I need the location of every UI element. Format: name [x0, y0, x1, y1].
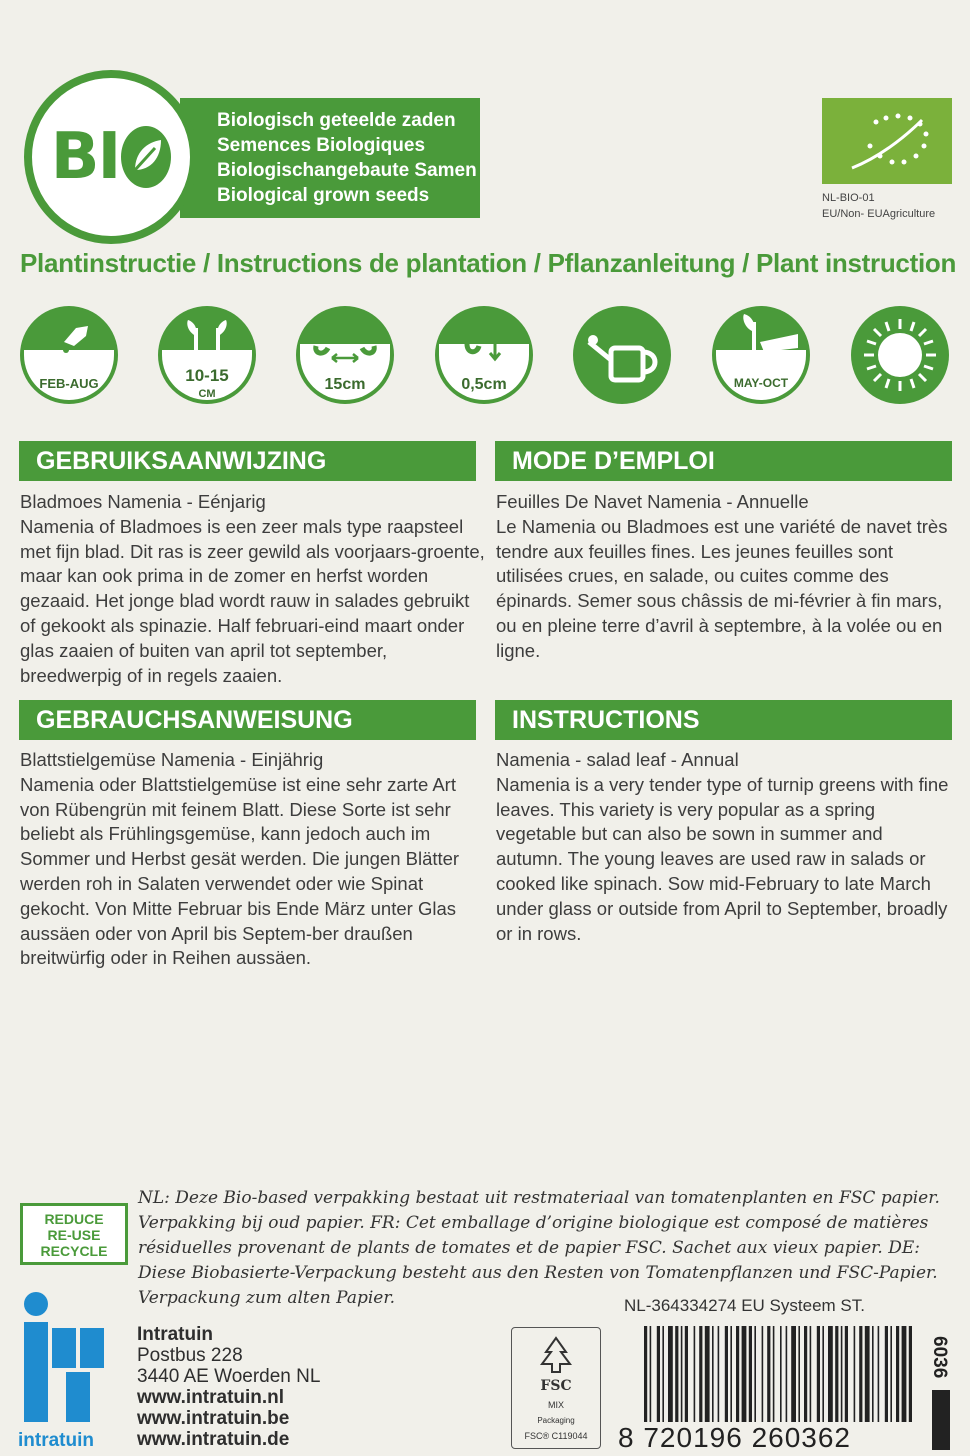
- barcode-number: 8 720196 260362: [618, 1422, 851, 1453]
- eu-organic-code: NL-BIO-01: [822, 192, 875, 204]
- plant-instruction-title: Plantinstructie / Instructions de plantation / Pflanzanleitung / Plant instruction: [20, 248, 957, 278]
- sun-icon: [851, 306, 949, 404]
- barcode-bar: [854, 1326, 856, 1422]
- barcode-bar: [791, 1326, 796, 1422]
- fsc-tree-icon: [536, 1336, 576, 1376]
- eu-organic-origin: EU/Non- EUAgriculture: [822, 208, 936, 220]
- section-heading-de: GEBRAUCHSANWEISUNG: [19, 700, 476, 740]
- bio-line-en: Biological grown seeds: [217, 185, 430, 206]
- barcode-bar: [668, 1326, 673, 1422]
- sowing-depth-label: 0,5cm: [461, 376, 507, 393]
- intratuin-logo-text: intratuin: [18, 1430, 94, 1451]
- certification-code: NL-364334274 EU Systeem ST.: [624, 1296, 865, 1315]
- barcode-bar: [885, 1326, 888, 1422]
- barcode-bar: [872, 1326, 874, 1422]
- barcode-bar: [773, 1326, 775, 1422]
- barcode-bar: [675, 1326, 678, 1422]
- barcode-bar: [822, 1326, 824, 1422]
- barcode-bar: [841, 1326, 843, 1422]
- eu-organic-logo-icon: [822, 98, 952, 184]
- row-spacing-icon: [158, 306, 256, 404]
- barcode-bar: [762, 1326, 764, 1422]
- row-spacing-label: 10-15: [185, 366, 229, 385]
- fsc-logo-text: FSC: [540, 1378, 572, 1394]
- harvest-period-label: MAY-OCT: [733, 376, 789, 390]
- barcode-bar: [685, 1326, 688, 1422]
- barcode-bar: [718, 1326, 720, 1422]
- address-line: 3440 AE Woerden NL: [137, 1366, 321, 1387]
- website-be: www.intratuin.be: [137, 1408, 290, 1429]
- bio-logo: [24, 70, 198, 244]
- recycle-reuse: RE-USE: [47, 1227, 101, 1243]
- barcode: [640, 1326, 920, 1426]
- barcode-bar: [817, 1326, 820, 1422]
- barcode-bar: [878, 1326, 880, 1422]
- section-heading-fr: MODE D’EMPLOI: [495, 441, 952, 481]
- company-address: [137, 1324, 320, 1450]
- barcode-bar: [699, 1326, 702, 1422]
- barcode-bar: [754, 1326, 756, 1422]
- address-line: Postbus 228: [137, 1345, 243, 1366]
- barcode-bar: [657, 1326, 660, 1422]
- intratuin-logo-icon: [16, 1288, 120, 1432]
- harvest-icon: [712, 306, 810, 404]
- barcode-bar: [705, 1326, 710, 1422]
- bio-logo-text: BI: [50, 120, 120, 194]
- recycle-badge: [20, 1203, 128, 1265]
- website-nl: www.intratuin.nl: [137, 1387, 285, 1408]
- section-heading-nl: GEBRUIKSAANWIJZING: [19, 441, 476, 481]
- plant-distance-icon: [296, 306, 394, 404]
- section-body-de: Blattstielgemüse Namenia - Einjährig Namenia oder Blattstielgemüse ist eine sehr zarte Art von Rübengrün mit feinem Blatt. Diese Sorte ist sehr beliebt als Frühlingsgemüse, kann jedoch auch im Sommer und Herbst gesät werden. Die jungen Blätter werden roh in Salaten verwendet oder wie Spinat gekocht. Von Mitte Februar bis Ende März unter Glas aussäen oder von April bis Septem-ber draußen breitwürfig oder in Reihen aussäen.: [20, 749, 460, 969]
- barcode-bar: [804, 1326, 807, 1422]
- barcode-bar: [798, 1326, 800, 1422]
- barcode-bar: [712, 1326, 714, 1422]
- sowing-depth-icon: [435, 306, 533, 404]
- bio-line-fr: Semences Biologiques: [217, 135, 426, 156]
- fsc-mix: MIX: [547, 1400, 564, 1410]
- barcode-bar: [896, 1326, 899, 1422]
- barcode-bar: [742, 1326, 747, 1422]
- recycle-recycle: RECYCLE: [40, 1243, 108, 1259]
- bio-banner: [180, 98, 480, 218]
- row-spacing-unit: CM: [198, 388, 216, 400]
- barcode-bar: [749, 1326, 752, 1422]
- bio-line-nl: Biologisch geteelde zaden: [217, 110, 456, 131]
- bio-line-de: Biologischangebaute Samen: [217, 160, 477, 181]
- barcode-bar: [902, 1326, 907, 1422]
- article-marker: [932, 1390, 950, 1450]
- barcode-bar: [786, 1326, 788, 1422]
- section-body-en: Namenia - salad leaf - Annual Namenia is a very tender type of turnip greens with fine leaves. This variety is very popular as a spring vegetable but can also be sown in summer and autumn. The young leaves are used raw in salads or cooked like spinach. Sow mid-February to late March under glass or outside from April to September, broadly or in rows.: [496, 749, 949, 944]
- article-number: 6036: [929, 1336, 950, 1379]
- website-de: www.intratuin.de: [137, 1429, 290, 1450]
- barcode-bar: [767, 1326, 770, 1422]
- section-heading-en: INSTRUCTIONS: [495, 700, 952, 740]
- company-name: Intratuin: [137, 1324, 213, 1345]
- sowing-period-label: FEB-AUG: [39, 376, 99, 391]
- barcode-bar: [845, 1326, 848, 1422]
- barcode-bar: [780, 1326, 782, 1422]
- recycle-note: NL: Deze Bio-based verpakking bestaat uit restmateriaal van tomatenplanten en FSC papier. Verpakking bij oud papier. FR: Cet emballage d’origine biologique est composé de matières résiduelles provenant de plants de tomates et de papier FSC. Sachet aux vieux papier. DE: Diese Biobasierte-Verpackung besteht aus den Resten von Tomatenpflanzen und FSC-Papier. Verpackung zum alten Papier.: [138, 1188, 940, 1308]
- barcode-bar: [828, 1326, 833, 1422]
- barcode-bar: [890, 1326, 892, 1422]
- sowing-icon: [20, 306, 118, 404]
- barcode-bar: [810, 1326, 812, 1422]
- barcode-bar: [736, 1326, 739, 1422]
- barcode-bar: [730, 1326, 732, 1422]
- fsc-packaging: Packaging: [537, 1416, 575, 1425]
- section-body-fr: Feuilles De Navet Namenia - Annuelle Le Namenia ou Bladmoes est une variété de navet très tendre aux feuilles fines. Les jeunes feuilles sont utilisées crues, en salade, ou cuites comme des épinards. Semer sous châssis de mi-février à fin mars, ou en pleine terre d’avril à septembre, à la volée ou en ligne.: [496, 491, 948, 661]
- fsc-code: FSC® C119044: [524, 1431, 588, 1441]
- barcode-bar: [681, 1326, 683, 1422]
- barcode-bar: [865, 1326, 870, 1422]
- barcode-bar: [835, 1326, 838, 1422]
- recycle-reduce: REDUCE: [44, 1211, 104, 1227]
- section-body-nl: Bladmoes Namenia - Eénjarig Namenia of Bladmoes is een zeer mals type raapsteel met fijn blad. Dit ras is zeer gewild als voorjaars-groente, maar kan ook prima in de zomer en herfst worden gezaaid. Het jonge blad wordt rauw in salades gebruikt of gekookt als spinazie. Half februari-eind maart onder glas zaaien of buiten van april tot september, breedwerpig of in regels zaaien.: [20, 491, 485, 686]
- barcode-bar: [694, 1326, 696, 1422]
- barcode-bar: [859, 1326, 862, 1422]
- fsc-logo: [511, 1327, 601, 1449]
- barcode-bar: [725, 1326, 728, 1422]
- barcode-bar: [662, 1326, 664, 1422]
- barcode-bar: [644, 1326, 647, 1422]
- leaf-icon: [121, 126, 171, 188]
- barcode-bar: [650, 1326, 652, 1422]
- barcode-bar: [909, 1326, 912, 1422]
- watering-can-icon: [573, 306, 671, 404]
- plant-distance-label: 15cm: [324, 376, 366, 393]
